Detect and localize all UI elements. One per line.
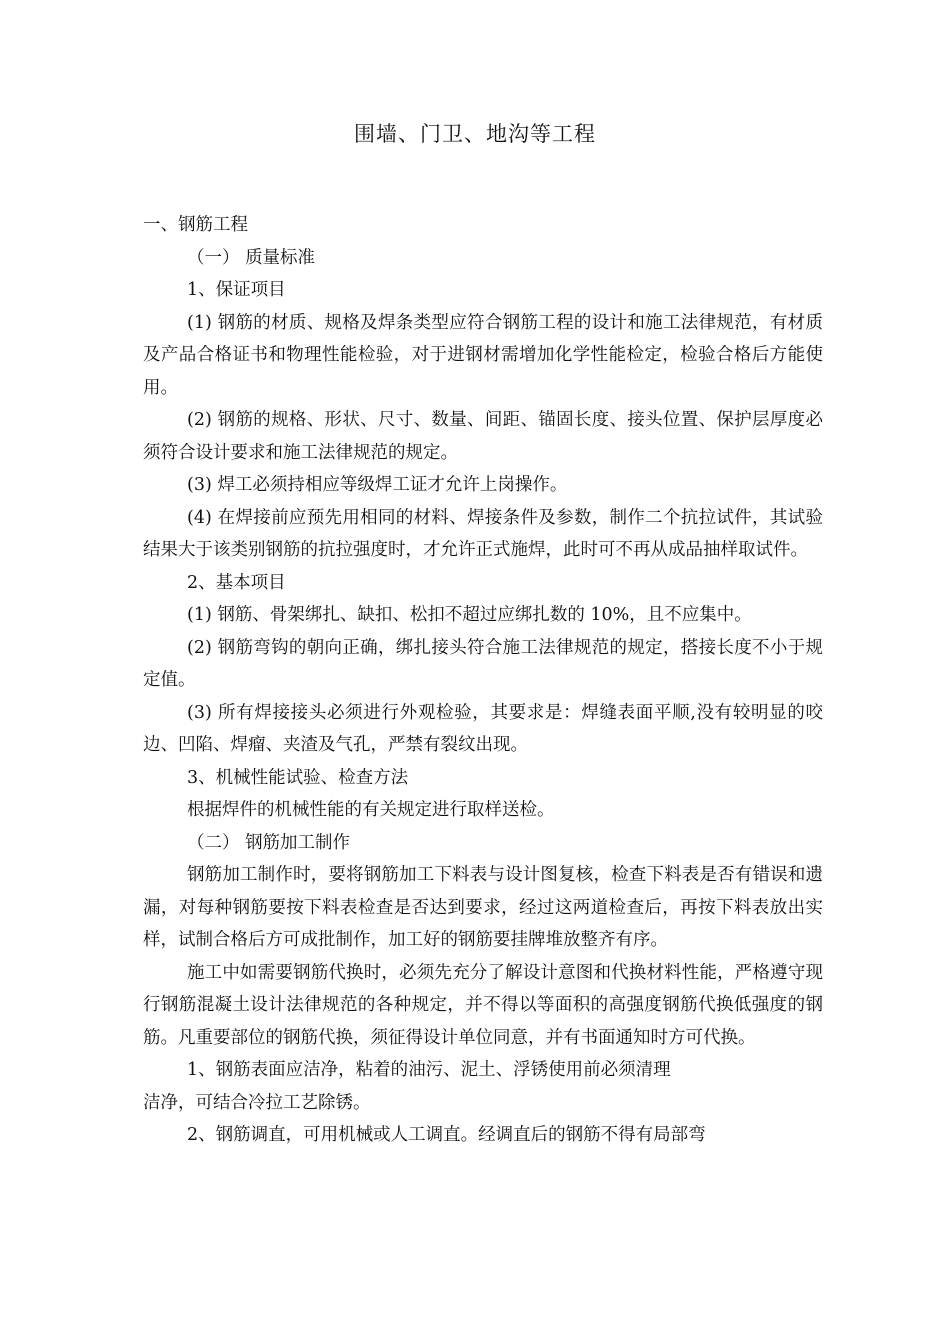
- paragraph: 2、钢筋调直，可用机械或人工调直。经调直后的钢筋不得有局部弯: [187, 1125, 706, 1145]
- paragraph: 根据焊件的机械性能的有关规定进行取样送检。: [187, 800, 555, 820]
- document-body: [143, 209, 823, 1152]
- subsection-heading: （一） 质量标准: [187, 247, 316, 268]
- paragraph: (4) 在焊接前应预先用相同的材料、焊接条件及参数，制作二个抗拉试件，其试验结果大于该类别钢筋的抗拉强度时，才允许正式施焊，此时可不再从成品抽样取试件。: [143, 507, 823, 560]
- paragraph: (1) 钢筋的材质、规格及焊条类型应符合钢筋工程的设计和施工法律规范，有材质及产品合格证书和物理性能检验，对于进钢材需增加化学性能检定，检验合格后方能使用。: [143, 312, 823, 398]
- item-heading: 2、基本项目: [187, 572, 286, 593]
- subsection-heading: （二） 钢筋加工制作: [187, 832, 351, 853]
- section-heading: 一、钢筋工程: [143, 215, 248, 235]
- item-heading: 1、保证项目: [187, 280, 286, 300]
- paragraph-continuation: 洁净，可结合冷拉工艺除锈。: [143, 1092, 371, 1113]
- paragraph: (1) 钢筋、骨架绑扎、缺扣、松扣不超过应绑扎数的 10%，且不应集中。: [187, 605, 752, 625]
- paragraph: (2) 钢筋弯钩的朝向正确，绑扎接头符合施工法律规范的规定，搭接长度不小于规定值。: [143, 637, 823, 690]
- paragraph: 施工中如需要钢筋代换时，必须先充分了解设计意图和代换材料性能，严格遵守现行钢筋混凝土设计法律规范的各种规定，并不得以等面积的高强度钢筋代换低强度的钢筋。凡重要部位的钢筋代换，须征得设计单位同意，并有书面通知时方可代换。: [143, 962, 823, 1048]
- paragraph: (3) 焊工必须持相应等级焊工证才允许上岗操作。: [187, 475, 568, 495]
- paragraph: 1、钢筋表面应洁净，粘着的油污、泥土、浮锈使用前必须清理: [187, 1060, 671, 1080]
- paragraph: (3) 所有焊接接头必须进行外观检验，其要求是：焊缝表面平顺,没有较明显的咬边、凹陷、焊瘤、夹渣及气孔，严禁有裂纹出现。: [143, 702, 823, 755]
- paragraph: 钢筋加工制作时，要将钢筋加工下料表与设计图复核，检查下料表是否有错误和遗漏，对每种钢筋要按下料表检查是否达到要求，经过这两道检查后，再按下料表放出实样，试制合格后方可成批制作，加工好的钢筋要挂牌堆放整齐有序。: [143, 865, 823, 950]
- item-heading: 3、机械性能试验、检查方法: [187, 767, 409, 788]
- paragraph: (2) 钢筋的规格、形状、尺寸、数量、间距、锚固长度、接头位置、保护层厚度必须符合设计要求和施工法律规范的规定。: [143, 410, 823, 463]
- document-title: 围墙、门卫、地沟等工程: [354, 122, 596, 146]
